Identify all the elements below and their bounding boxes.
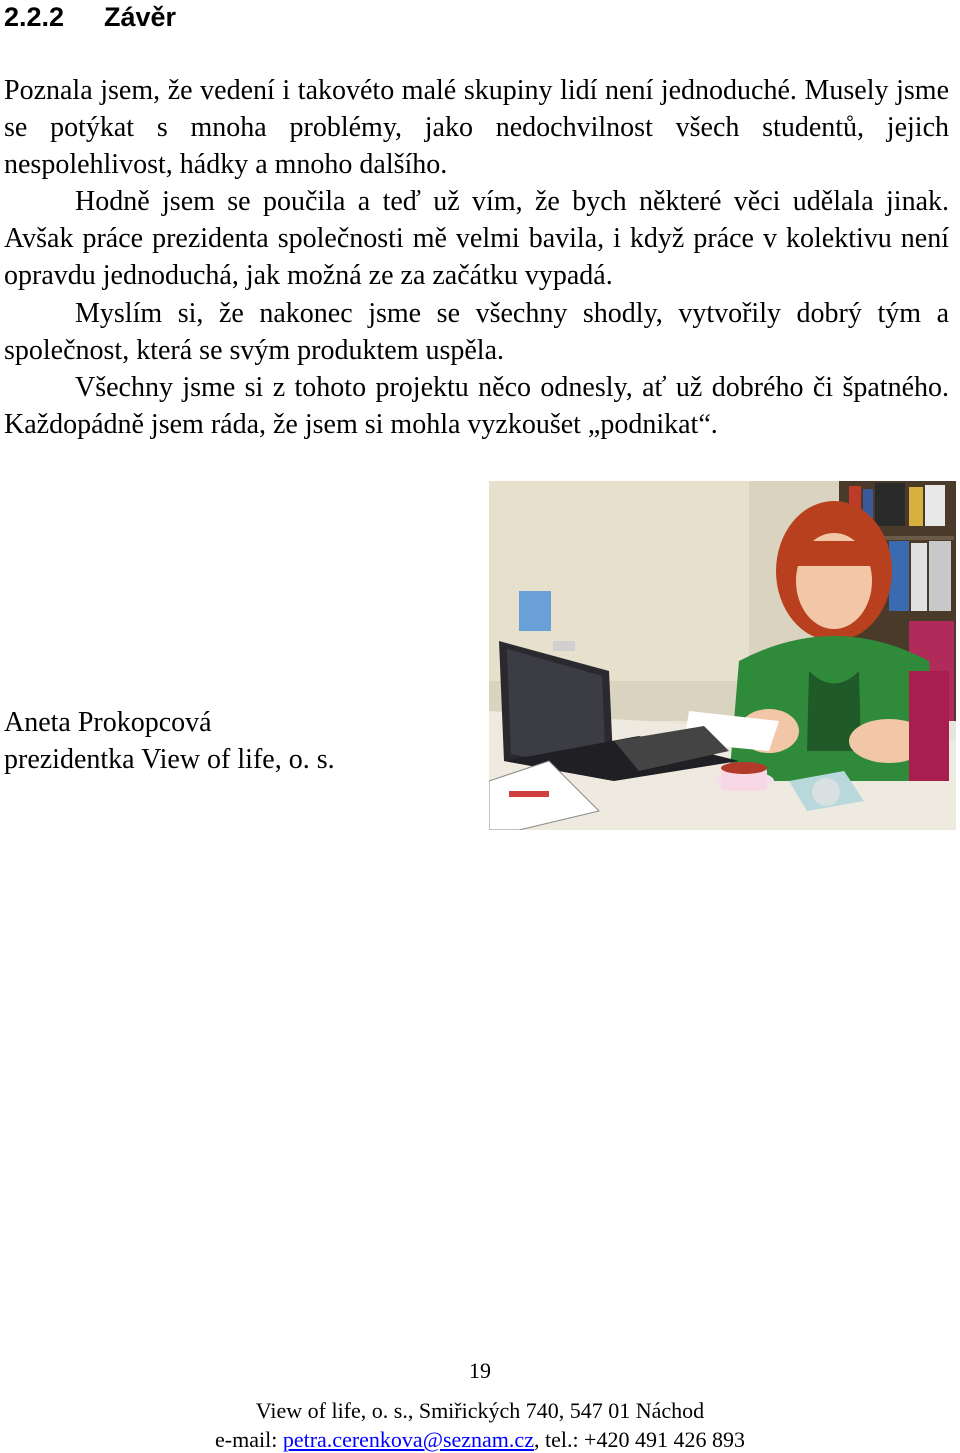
phone-text: , tel.: +420 491 426 893 bbox=[533, 1427, 745, 1452]
email-label: e-mail: bbox=[215, 1427, 283, 1452]
section-heading bbox=[4, 0, 176, 34]
photo-illustration bbox=[489, 481, 956, 830]
paragraph bbox=[4, 369, 949, 443]
paragraph bbox=[4, 183, 949, 294]
paragraph-text: Myslím si, že nakonec jsme se všechny shodly, vytvořily dobrý tým a společnost, která se svým produktem uspěla. bbox=[4, 298, 949, 366]
paragraph bbox=[4, 295, 949, 369]
signature-block bbox=[4, 704, 335, 778]
office-photo bbox=[489, 481, 956, 830]
paragraph-text: Hodně jsem se poučila a teď už vím, že bych některé věci udělala jinak. Avšak práce prezidenta společnosti mě velmi bavila, i když práce v kolektivu není opravdu jednoduchá, jak možná ze za začátku vypadá. bbox=[4, 186, 949, 291]
paragraph-text: Všechny jsme si z tohoto projektu něco odnesly, ať už dobrého či špatného. Každopádně jsem ráda, že jsem si mohla vyzkoušet „podnikat“. bbox=[4, 372, 949, 440]
page-number: 19 bbox=[469, 1358, 491, 1383]
paragraph-text: Poznala jsem, že vedení i takovéto malé skupiny lidí není jednoduché. Musely jsme se potýkat s mnoha problémy, jako nedochvilnost všech studentů, jejich nespolehlivost, hádky a mnoho dalšího. bbox=[4, 75, 949, 180]
footer-contact bbox=[0, 1427, 960, 1453]
signature-role: prezidentka View of life, o. s. bbox=[4, 744, 335, 775]
signature-name: Aneta Prokopcová bbox=[4, 707, 212, 738]
footer-address: View of life, o. s., Smiřických 740, 547 01 Náchod bbox=[255, 1398, 705, 1423]
email-link[interactable]: petra.cerenkova@seznam.cz bbox=[282, 1427, 534, 1452]
section-number: 2.2.2 bbox=[4, 2, 65, 32]
section-title: Závěr bbox=[104, 2, 177, 32]
paragraph bbox=[4, 72, 949, 183]
